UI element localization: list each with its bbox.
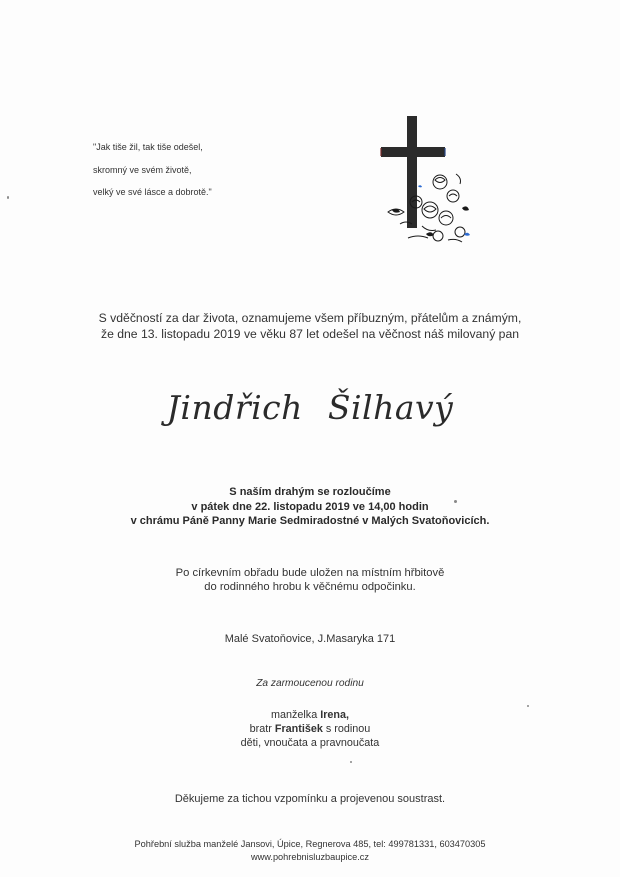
scan-speck	[527, 705, 529, 707]
farewell-line-2: v pátek dne 22. listopadu 2019 ve 14,00 hodin	[191, 500, 429, 513]
family-relation-wife: manželka	[270, 709, 321, 721]
burial-line-1: Po církevním obřadu bude uložen na místním hřbitově	[175, 567, 445, 579]
footer-website: www.pohrebnisluzbaupice.cz	[251, 851, 369, 862]
announcement-line-2: že dne 13. listopadu 2019 ve věku 87 let odešel na věčnost náš milovaný pan	[100, 327, 520, 341]
family-suffix: s rodinou	[322, 723, 371, 735]
burial-line-2: do rodinného hrobu k věčnému odpočinku.	[204, 581, 416, 593]
family-name-brother: František	[274, 723, 323, 735]
family-line-2	[60, 722, 560, 736]
family-relation-brother: bratr	[249, 723, 275, 735]
footer-line-1: Pohřební služba manželé Jansovi, Úpice, Regnerova 485, tel: 499781331, 603470305	[134, 839, 486, 849]
family-name-wife: Irena,	[320, 709, 350, 721]
quote-line-2: skromný ve svém životě,	[93, 164, 192, 175]
farewell-line-3: v chrámu Páně Panny Marie Sedmiradostné v Malých Svatoňovicích.	[130, 515, 490, 527]
family-intro: Za zarmoucenou rodinu	[256, 678, 364, 689]
deceased-name: Jindřich Šilhavý	[166, 388, 454, 427]
memorial-quote	[93, 136, 212, 204]
family-line-3: děti, vnoučata a pravnoučata	[240, 737, 380, 749]
announcement-line-1: S vděčností za dar života, oznamujeme všem příbuzným, přátelům a známým,	[98, 311, 522, 325]
scan-speck	[454, 500, 457, 503]
cross-with-roses-icon	[378, 114, 473, 250]
announcement-text	[60, 310, 560, 342]
family-members	[60, 708, 560, 750]
burial-details	[60, 566, 560, 594]
funeral-details	[60, 485, 560, 529]
scan-speck	[350, 761, 352, 763]
family-address: Malé Svatoňovice, J.Masaryka 171	[224, 633, 396, 645]
quote-line-3: velký ve své lásce a dobrotě."	[93, 187, 212, 197]
scan-speck	[7, 196, 9, 199]
thanks-text: Děkujeme za tichou vzpomínku a projevenou soustrast.	[174, 793, 446, 805]
family-line-1	[60, 708, 560, 722]
funeral-service-footer	[60, 838, 560, 863]
farewell-line-1: S naším drahým se rozloučíme	[229, 486, 391, 498]
quote-line-1: "Jak tiše žil, tak tiše odešel,	[93, 142, 203, 152]
